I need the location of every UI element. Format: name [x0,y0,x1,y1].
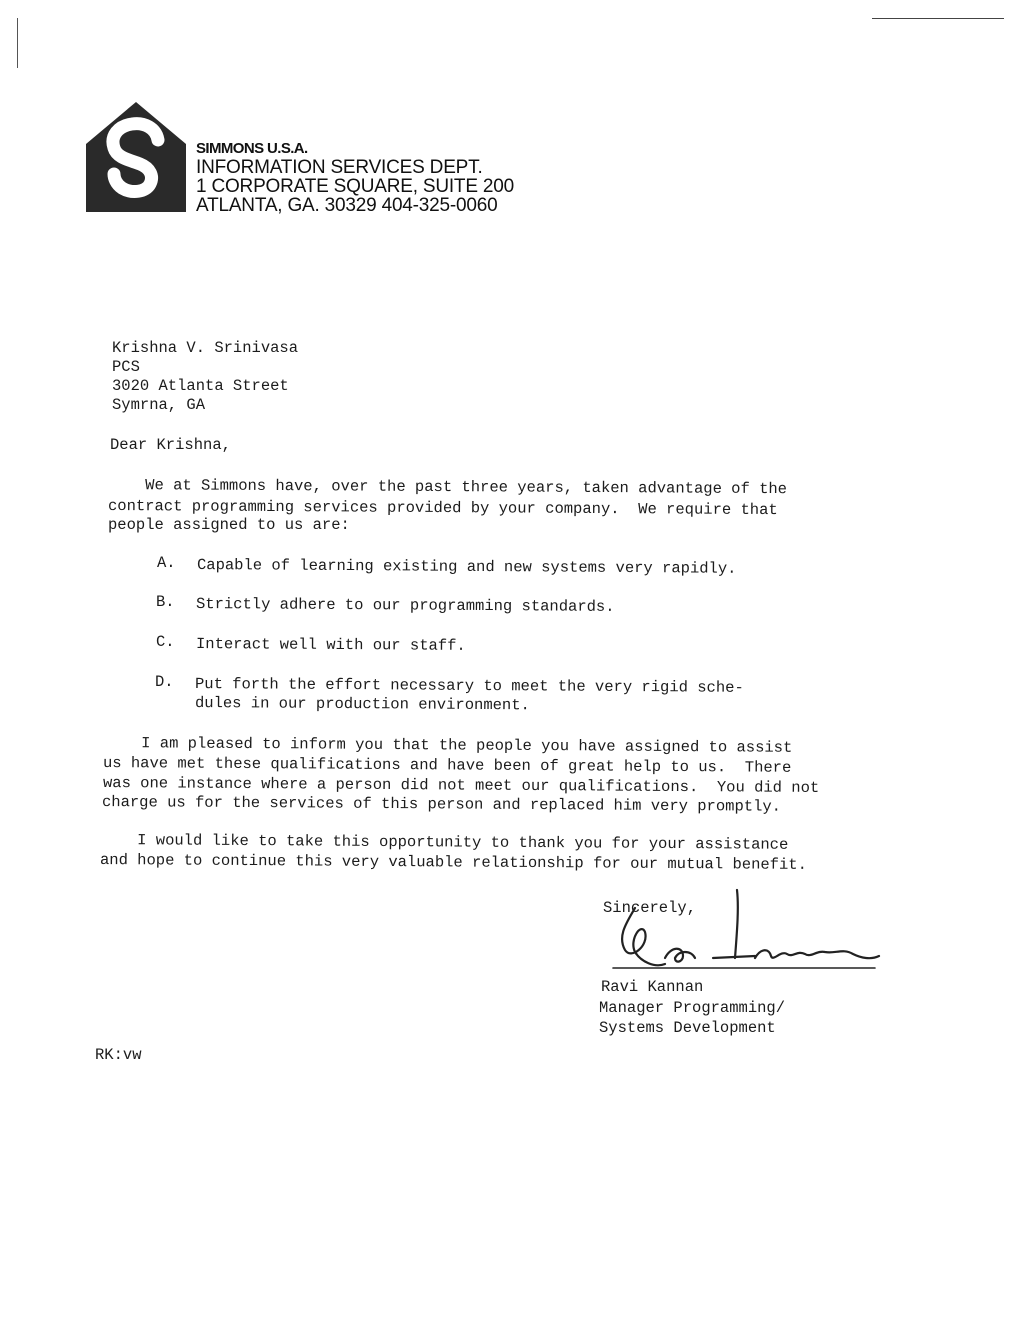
paragraph-3-line: I would like to take this opportunity to thank you for your assistance [99,831,789,854]
recipient-street: 3020 Atlanta Street [112,377,289,395]
city-phone: ATLANTA, GA. 30329 404-325-0060 [196,195,498,216]
handwritten-signature [605,888,885,978]
list-item: Capable of learning existing and new systems very rapidly. [196,556,737,578]
street-address: 1 CORPORATE SQUARE, SUITE 200 [196,176,514,197]
scan-edge-mark [17,18,18,68]
list-item-continuation: dules in our production environment. [194,694,530,715]
paragraph-1-line: people assigned to us are: [108,516,350,534]
list-item: Interact well with our staff. [195,635,466,655]
paragraph-1-line: contract programming services provided by your company. We require that [107,497,778,520]
list-marker: A. [157,554,176,572]
signatory-title: Manager Programming/ [599,999,786,1017]
company-name: SIMMONS U.S.A. [196,140,308,157]
reference-initials: RK:vw [95,1046,142,1064]
paragraph-3-line: and hope to continue this very valuable relationship for our mutual benefit. [99,851,807,874]
department-name: INFORMATION SERVICES DEPT. [196,157,483,178]
paragraph-2-line: I am pleased to inform you that the people you have assigned to assist [103,734,793,757]
recipient-company: PCS [112,358,140,376]
salutation: Dear Krishna, [110,436,231,454]
simmons-logo-icon [86,102,186,212]
letterhead [196,140,514,215]
paragraph-1-line: We at Simmons have, over the past three years, taken advantage of the [107,476,788,499]
list-marker: C. [156,633,175,651]
list-marker: B. [156,593,175,611]
paragraph-2-line: charge us for the services of this person and replaced him very promptly. [101,793,782,816]
paragraph-2-line: was one instance where a person did not meet our qualifications. You did not [102,774,820,797]
signatory-name: Ravi Kannan [601,978,704,996]
recipient-city: Symrna, GA [112,396,206,414]
paragraph-2-line: us have met these qualifications and have been of great help to us. There [102,754,792,777]
list-item: Strictly adhere to our programming standards. [195,595,615,616]
scan-edge-mark [872,18,1004,19]
signatory-title: Systems Development [599,1019,776,1037]
list-marker: D. [155,673,174,691]
closing: Sincerely, [603,899,697,917]
recipient-name: Krishna V. Srinivasa [112,339,299,357]
list-item: Put forth the effort necessary to meet the very rigid sche- [194,675,744,697]
